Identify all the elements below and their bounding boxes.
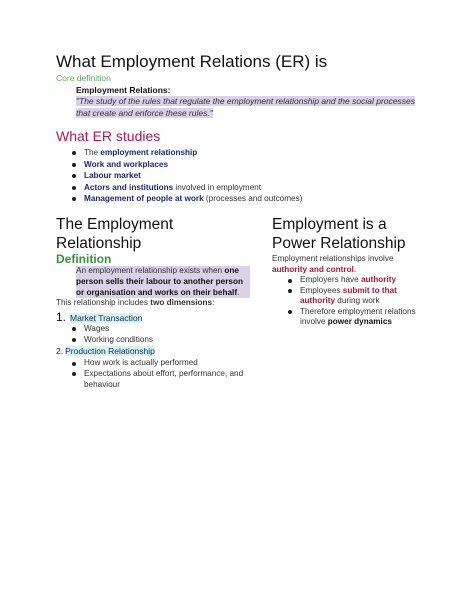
dimension-label: Market Transaction xyxy=(70,313,143,323)
dims-text: This relationship includes xyxy=(56,298,151,307)
list-item: How work is actually performed xyxy=(72,358,252,369)
dimension-1 xyxy=(56,310,142,324)
def-text: An employment relationship exists when xyxy=(76,266,225,275)
dimension-2 xyxy=(56,346,155,356)
item-text-end: during work xyxy=(335,296,380,305)
dimension-number: 2. xyxy=(56,346,64,356)
item-text: Employees xyxy=(300,285,343,295)
definition-quote xyxy=(76,96,421,119)
list-item xyxy=(72,147,302,159)
studies-heading: What ER studies xyxy=(56,128,161,144)
item-text: involved in employment xyxy=(173,182,261,192)
dimension-label: Production Relationship xyxy=(65,346,155,356)
list-item: Expectations about effort, performance, and behaviour xyxy=(72,369,252,391)
list-item xyxy=(288,307,423,328)
power-intro xyxy=(272,254,422,275)
power-heading xyxy=(272,215,406,253)
list-item xyxy=(72,182,302,194)
item-emphasis: submit to that authority xyxy=(300,285,397,305)
item-bold: power dynamics xyxy=(327,317,392,326)
intro-text: Employment relationships involve xyxy=(272,254,394,263)
item-bold: Management of people at work xyxy=(84,194,204,204)
dims-bold: two dimensions xyxy=(150,298,213,307)
item-text: Therefore employment relations involve xyxy=(300,306,416,326)
power-list xyxy=(288,275,423,328)
definition-quote-text: "The study of the rules that regulate the employment relationship and the social processes that create and enforce these rules." xyxy=(76,96,415,118)
list-item xyxy=(72,159,302,171)
power-heading-line1: Employment is a xyxy=(272,216,387,233)
core-definition-label: Core definition xyxy=(56,73,111,83)
dimension-2-list xyxy=(72,358,252,390)
item-bold: Work and workplaces xyxy=(84,159,169,169)
dimensions-intro xyxy=(56,298,214,307)
relationship-heading xyxy=(56,215,173,253)
list-item xyxy=(72,193,302,205)
def-end: . xyxy=(237,287,240,297)
relationship-heading-line1: The Employment xyxy=(56,216,174,233)
definition-subheading: Definition xyxy=(56,252,112,266)
item-text: Employers have xyxy=(300,275,361,284)
dims-end: : xyxy=(212,298,215,307)
relationship-definition xyxy=(76,266,250,298)
relationship-heading-line2: Relationship xyxy=(56,235,142,252)
intro-end: . xyxy=(353,264,357,274)
intro-emphasis: authority and control xyxy=(272,264,354,274)
list-item xyxy=(288,275,423,286)
item-bold: employment relationship xyxy=(100,148,198,157)
list-item: Wages xyxy=(72,323,153,334)
item-text: The xyxy=(84,148,101,157)
power-heading-line2: Power Relationship xyxy=(272,235,406,252)
def-bold: one person sells their labour to another person or organisation and works on their behalf xyxy=(76,266,243,297)
dimension-1-list xyxy=(72,323,153,345)
item-emphasis: authority xyxy=(360,275,397,284)
list-item xyxy=(288,286,423,307)
list-item xyxy=(72,170,302,182)
dimension-number: 1. xyxy=(56,310,67,324)
page-title: What Employment Relations (ER) is xyxy=(56,52,328,71)
definition-term: Employment Relations: xyxy=(76,85,171,95)
studies-list xyxy=(72,147,302,205)
item-bold: Actors and institutions xyxy=(84,182,174,192)
item-bold: Labour market xyxy=(84,171,141,181)
list-item: Working conditions xyxy=(72,334,153,345)
item-text: (processes and outcomes) xyxy=(203,194,303,204)
